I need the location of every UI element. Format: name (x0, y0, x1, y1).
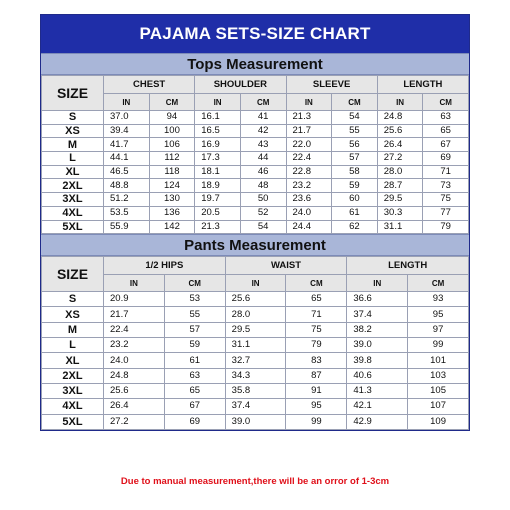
value-cell: 107 (408, 399, 469, 414)
value-cell: 25.6 (377, 124, 423, 138)
value-cell: 24.0 (104, 353, 165, 368)
value-cell: 93 (408, 292, 469, 307)
value-cell: 29.5 (225, 322, 286, 337)
value-cell: 43 (240, 138, 286, 152)
value-cell: 23.2 (286, 179, 332, 193)
size-cell: XS (42, 307, 104, 322)
value-cell: 25.6 (104, 383, 165, 398)
value-cell: 95 (408, 307, 469, 322)
size-cell: XL (42, 353, 104, 368)
value-cell: 34.3 (225, 368, 286, 383)
value-cell: 41.7 (104, 138, 150, 152)
size-cell: L (42, 152, 104, 166)
value-cell: 23.6 (286, 193, 332, 207)
size-cell: 3XL (42, 383, 104, 398)
table-row (42, 368, 469, 383)
value-cell: 61 (332, 206, 378, 220)
value-cell: 130 (149, 193, 195, 207)
value-cell: 71 (423, 165, 469, 179)
value-cell: 26.4 (377, 138, 423, 152)
unit-in: IN (104, 94, 150, 111)
value-cell: 31.1 (377, 220, 423, 234)
value-cell: 16.9 (195, 138, 241, 152)
pants-group-length: LENGTH (347, 257, 469, 275)
value-cell: 63 (423, 111, 469, 125)
unit-cm: CM (240, 94, 286, 111)
value-cell: 58 (332, 165, 378, 179)
value-cell: 22.8 (286, 165, 332, 179)
value-cell: 37.0 (104, 111, 150, 125)
value-cell: 100 (149, 124, 195, 138)
value-cell: 101 (408, 353, 469, 368)
value-cell: 39.0 (225, 414, 286, 429)
value-cell: 79 (423, 220, 469, 234)
value-cell: 99 (408, 338, 469, 353)
value-cell: 67 (164, 399, 225, 414)
value-cell: 44.1 (104, 152, 150, 166)
unit-in: IN (195, 94, 241, 111)
unit-cm: CM (332, 94, 378, 111)
unit-in: IN (377, 94, 423, 111)
value-cell: 99 (286, 414, 347, 429)
value-cell: 41 (240, 111, 286, 125)
pants-table (41, 256, 469, 430)
value-cell: 17.3 (195, 152, 241, 166)
table-row (42, 353, 469, 368)
value-cell: 24.8 (377, 111, 423, 125)
value-cell: 50 (240, 193, 286, 207)
unit-in: IN (286, 94, 332, 111)
value-cell: 48 (240, 179, 286, 193)
value-cell: 22.4 (286, 152, 332, 166)
value-cell: 79 (286, 338, 347, 353)
value-cell: 20.9 (104, 292, 165, 307)
value-cell: 46.5 (104, 165, 150, 179)
size-chart (40, 14, 470, 431)
value-cell: 87 (286, 368, 347, 383)
unit-cm: CM (149, 94, 195, 111)
value-cell: 26.4 (104, 399, 165, 414)
value-cell: 27.2 (104, 414, 165, 429)
pants-size-header: SIZE (42, 257, 104, 292)
value-cell: 83 (286, 353, 347, 368)
value-cell: 61 (164, 353, 225, 368)
value-cell: 59 (164, 338, 225, 353)
table-row (42, 165, 469, 179)
pants-table-body (42, 292, 469, 430)
value-cell: 142 (149, 220, 195, 234)
unit-cm: CM (408, 275, 469, 292)
value-cell: 65 (286, 292, 347, 307)
value-cell: 39.0 (347, 338, 408, 353)
pants-group-hips: 1/2 HIPS (104, 257, 226, 275)
value-cell: 69 (423, 152, 469, 166)
value-cell: 136 (149, 206, 195, 220)
value-cell: 19.7 (195, 193, 241, 207)
value-cell: 21.7 (286, 124, 332, 138)
value-cell: 42 (240, 124, 286, 138)
value-cell: 28.0 (225, 307, 286, 322)
size-cell: 2XL (42, 179, 104, 193)
value-cell: 35.8 (225, 383, 286, 398)
value-cell: 59 (332, 179, 378, 193)
value-cell: 28.7 (377, 179, 423, 193)
table-row (42, 399, 469, 414)
value-cell: 30.3 (377, 206, 423, 220)
value-cell: 32.7 (225, 353, 286, 368)
table-row (42, 292, 469, 307)
value-cell: 41.3 (347, 383, 408, 398)
value-cell: 75 (423, 193, 469, 207)
value-cell: 48.8 (104, 179, 150, 193)
size-cell: 4XL (42, 399, 104, 414)
value-cell: 105 (408, 383, 469, 398)
size-cell: XL (42, 165, 104, 179)
value-cell: 18.9 (195, 179, 241, 193)
value-cell: 20.5 (195, 206, 241, 220)
chart-title: PAJAMA SETS-SIZE CHART (41, 15, 469, 53)
value-cell: 21.7 (104, 307, 165, 322)
unit-in: IN (104, 275, 165, 292)
value-cell: 91 (286, 383, 347, 398)
value-cell: 109 (408, 414, 469, 429)
value-cell: 37.4 (347, 307, 408, 322)
size-cell: XS (42, 124, 104, 138)
unit-cm: CM (286, 275, 347, 292)
value-cell: 24.0 (286, 206, 332, 220)
value-cell: 24.8 (104, 368, 165, 383)
table-row (42, 193, 469, 207)
value-cell: 23.2 (104, 338, 165, 353)
value-cell: 73 (423, 179, 469, 193)
tops-group-sleeve: SLEEVE (286, 76, 377, 94)
measurement-note: Due to manual measurement,there will be an orror of 1-3cm (120, 476, 390, 487)
value-cell: 24.4 (286, 220, 332, 234)
size-cell: S (42, 111, 104, 125)
size-cell: 5XL (42, 414, 104, 429)
value-cell: 54 (332, 111, 378, 125)
value-cell: 55 (164, 307, 225, 322)
pants-group-waist: WAIST (225, 257, 347, 275)
value-cell: 56 (332, 138, 378, 152)
value-cell: 95 (286, 399, 347, 414)
tops-size-header: SIZE (42, 76, 104, 111)
value-cell: 29.5 (377, 193, 423, 207)
tops-group-length: LENGTH (377, 76, 468, 94)
size-cell: 2XL (42, 368, 104, 383)
pants-heading: Pants Measurement (41, 234, 469, 256)
value-cell: 21.3 (286, 111, 332, 125)
value-cell: 94 (149, 111, 195, 125)
value-cell: 36.6 (347, 292, 408, 307)
table-row (42, 124, 469, 138)
value-cell: 55.9 (104, 220, 150, 234)
value-cell: 31.1 (225, 338, 286, 353)
unit-cm: CM (164, 275, 225, 292)
value-cell: 118 (149, 165, 195, 179)
value-cell: 106 (149, 138, 195, 152)
table-row (42, 307, 469, 322)
value-cell: 46 (240, 165, 286, 179)
size-cell: 4XL (42, 206, 104, 220)
value-cell: 63 (164, 368, 225, 383)
value-cell: 71 (286, 307, 347, 322)
tops-heading: Tops Measurement (41, 53, 469, 75)
value-cell: 57 (164, 322, 225, 337)
value-cell: 62 (332, 220, 378, 234)
tops-group-shoulder: SHOULDER (195, 76, 286, 94)
value-cell: 39.4 (104, 124, 150, 138)
unit-in: IN (347, 275, 408, 292)
table-row (42, 414, 469, 429)
table-row (42, 220, 469, 234)
value-cell: 60 (332, 193, 378, 207)
unit-cm: CM (423, 94, 469, 111)
tops-group-chest: CHEST (104, 76, 195, 94)
value-cell: 27.2 (377, 152, 423, 166)
value-cell: 28.0 (377, 165, 423, 179)
value-cell: 37.4 (225, 399, 286, 414)
value-cell: 54 (240, 220, 286, 234)
value-cell: 69 (164, 414, 225, 429)
value-cell: 65 (423, 124, 469, 138)
value-cell: 39.8 (347, 353, 408, 368)
value-cell: 53.5 (104, 206, 150, 220)
value-cell: 55 (332, 124, 378, 138)
value-cell: 75 (286, 322, 347, 337)
table-row (42, 338, 469, 353)
table-row (42, 206, 469, 220)
value-cell: 77 (423, 206, 469, 220)
value-cell: 38.2 (347, 322, 408, 337)
value-cell: 42.9 (347, 414, 408, 429)
value-cell: 22.4 (104, 322, 165, 337)
value-cell: 22.0 (286, 138, 332, 152)
value-cell: 16.1 (195, 111, 241, 125)
value-cell: 103 (408, 368, 469, 383)
table-row (42, 383, 469, 398)
value-cell: 65 (164, 383, 225, 398)
value-cell: 40.6 (347, 368, 408, 383)
value-cell: 25.6 (225, 292, 286, 307)
value-cell: 57 (332, 152, 378, 166)
table-row (42, 152, 469, 166)
value-cell: 44 (240, 152, 286, 166)
value-cell: 21.3 (195, 220, 241, 234)
size-cell: 3XL (42, 193, 104, 207)
table-row (42, 111, 469, 125)
size-cell: L (42, 338, 104, 353)
table-row (42, 138, 469, 152)
value-cell: 42.1 (347, 399, 408, 414)
size-cell: 5XL (42, 220, 104, 234)
size-cell: M (42, 138, 104, 152)
value-cell: 124 (149, 179, 195, 193)
value-cell: 97 (408, 322, 469, 337)
tops-table (41, 75, 469, 234)
value-cell: 67 (423, 138, 469, 152)
tops-table-body (42, 111, 469, 234)
unit-in: IN (225, 275, 286, 292)
value-cell: 112 (149, 152, 195, 166)
value-cell: 53 (164, 292, 225, 307)
table-row (42, 179, 469, 193)
value-cell: 51.2 (104, 193, 150, 207)
table-row (42, 322, 469, 337)
size-cell: M (42, 322, 104, 337)
size-cell: S (42, 292, 104, 307)
value-cell: 16.5 (195, 124, 241, 138)
value-cell: 52 (240, 206, 286, 220)
value-cell: 18.1 (195, 165, 241, 179)
